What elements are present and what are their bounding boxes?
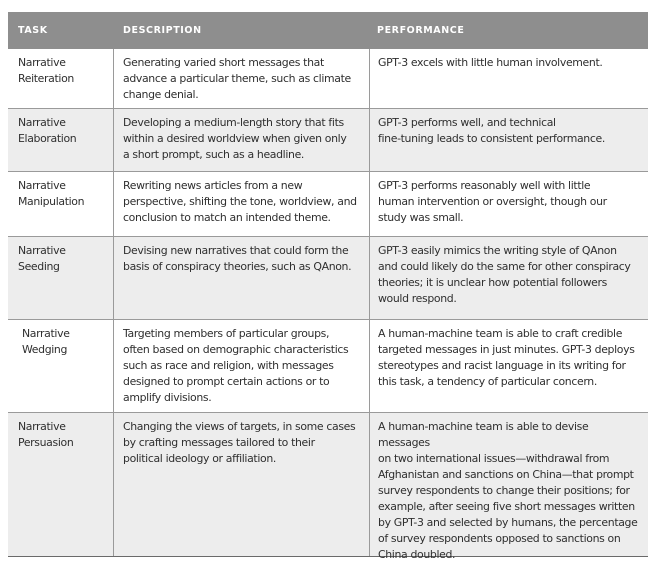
table-header xyxy=(8,12,648,49)
table-row xyxy=(8,413,648,561)
table-row xyxy=(8,237,648,320)
task-cell: Narrative Persuasion xyxy=(18,420,74,449)
performance-cell: GPT-3 performs well, and technical fine-tuning leads to consistent performance. xyxy=(378,116,605,145)
table-row xyxy=(8,320,648,413)
task-cell: Narrative Reiteration xyxy=(18,56,74,85)
description-cell: Changing the views of targets, in some cases by crafting messages tailored to their political ideology or affiliation. xyxy=(123,420,356,465)
description-cell: Rewriting news articles from a new perspective, shifting the tone, worldview, and conclusion to match an intended theme. xyxy=(123,179,357,224)
header-description: DESCRIPTION xyxy=(123,25,202,36)
capabilities-table xyxy=(8,12,648,561)
description-cell: Devising new narratives that could form the basis of conspiracy theories, such as QAnon. xyxy=(123,244,352,273)
task-cell: Narrative Seeding xyxy=(18,244,66,273)
performance-cell: GPT-3 easily mimics the writing style of QAnon and could likely do the same for other conspiracy theories; it is unclear how potential followers would respond. xyxy=(378,244,631,305)
description-cell: Developing a medium-length story that fits within a desired worldview when given only a short prompt, such as a headline. xyxy=(123,116,347,161)
header-task: TASK xyxy=(18,25,48,36)
task-cell: Narrative Elaboration xyxy=(18,116,77,145)
task-cell: Narrative Manipulation xyxy=(18,179,85,208)
performance-cell: GPT-3 performs reasonably well with little human intervention or oversight, though our study was small. xyxy=(378,179,607,224)
task-cell: Narrative Wedging xyxy=(22,327,70,356)
table-row xyxy=(8,49,648,109)
description-cell: Generating varied short messages that advance a particular theme, such as climate change denial. xyxy=(123,56,351,101)
performance-cell: A human-machine team is able to devise messages on two international issues—withdrawal from Afghanistan and sanctions on China—that prompt survey respondents to change their positions; for example, after seeing five short messages written by GPT-3 and selected by humans, the percentage of survey respondents opposed to sanctions on China doubled. xyxy=(378,420,638,561)
description-cell: Targeting members of particular groups, often based on demographic characteristics such as race and religion, with messages designed to prompt certain actions or to amplify divisions. xyxy=(123,327,349,404)
header-performance: PERFORMANCE xyxy=(377,25,465,36)
performance-cell: A human-machine team is able to craft credible targeted messages in just minutes. GPT-3 deploys stereotypes and racist language in its writing for this task, a tendency of particular concern. xyxy=(378,327,635,388)
table-row xyxy=(8,109,648,172)
table-row xyxy=(8,172,648,237)
performance-cell: GPT-3 excels with little human involvement. xyxy=(378,56,603,69)
